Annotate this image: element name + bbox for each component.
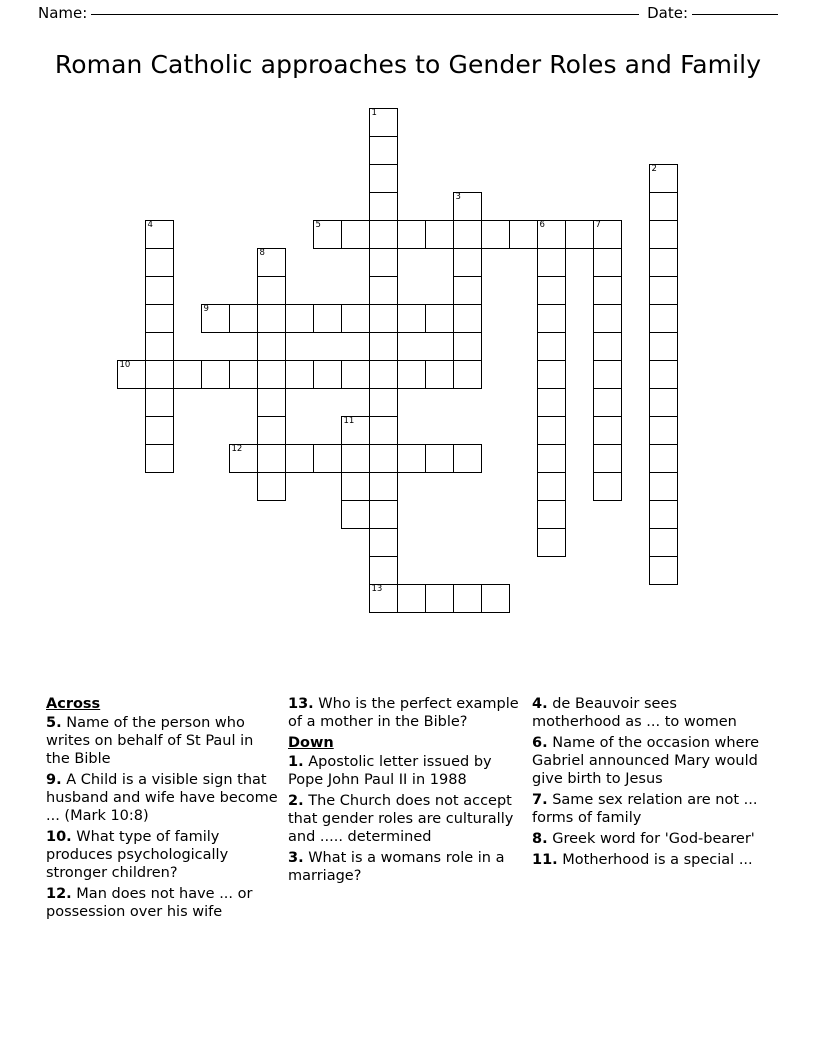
crossword-cell[interactable]: [341, 472, 370, 501]
clue-number: 4.: [532, 696, 548, 712]
crossword-cell[interactable]: [649, 192, 678, 221]
crossword-cell[interactable]: [369, 276, 398, 305]
crossword-cell[interactable]: [341, 360, 370, 389]
crossword-cell[interactable]: [397, 304, 426, 333]
clue-text: Apostolic letter issued by Pope John Paul II in 1988: [288, 754, 492, 788]
crossword-cell[interactable]: [649, 416, 678, 445]
crossword-cell[interactable]: [397, 360, 426, 389]
crossword-cell[interactable]: [565, 220, 594, 249]
clue-text: Greek word for 'God-bearer': [547, 831, 755, 847]
crossword-cell[interactable]: [425, 360, 454, 389]
crossword-cell[interactable]: [257, 276, 286, 305]
cell-number: 12: [231, 444, 243, 454]
crossword-cell[interactable]: [257, 472, 286, 501]
clue-text: What is a womans role in a marriage?: [288, 850, 505, 884]
crossword-cell[interactable]: [481, 220, 510, 249]
crossword-cell[interactable]: [425, 444, 454, 473]
crossword-grid-area: [0, 105, 816, 675]
crossword-cell[interactable]: [649, 500, 678, 529]
page-title: Roman Catholic approaches to Gender Roles and Family: [54, 50, 762, 79]
cell-number: 8: [259, 248, 265, 258]
crossword-cell[interactable]: [369, 472, 398, 501]
clue-text: A Child is a visible sign that husband and wife have become ... (Mark 10:8): [46, 772, 278, 824]
crossword-cell[interactable]: [649, 556, 678, 585]
crossword-cell[interactable]: [593, 444, 622, 473]
clue-number: 7.: [532, 792, 548, 808]
crossword-cell[interactable]: [453, 360, 482, 389]
name-field[interactable]: [38, 4, 639, 22]
crossword-cell[interactable]: [369, 528, 398, 557]
crossword-cell[interactable]: [369, 192, 398, 221]
crossword-cell[interactable]: [257, 444, 286, 473]
clues-area: [46, 695, 772, 924]
crossword-cell[interactable]: [425, 584, 454, 613]
crossword-cell[interactable]: [453, 332, 482, 361]
down-heading: Down: [288, 735, 334, 751]
cell-number: 3: [455, 192, 461, 202]
clue-column-1: [46, 695, 288, 924]
crossword-cell[interactable]: [649, 444, 678, 473]
crossword-cell[interactable]: [341, 444, 370, 473]
clue-item: [288, 695, 522, 731]
crossword-cell[interactable]: [537, 332, 566, 361]
clue-item: [288, 753, 522, 789]
crossword-cell[interactable]: [257, 416, 286, 445]
crossword-cell[interactable]: [369, 388, 398, 417]
crossword-cell[interactable]: [145, 248, 174, 277]
crossword-cell[interactable]: [453, 192, 482, 221]
crossword-cell[interactable]: [593, 220, 622, 249]
crossword-cell[interactable]: [593, 360, 622, 389]
crossword-cell[interactable]: [649, 472, 678, 501]
crossword-cell[interactable]: [649, 164, 678, 193]
crossword-cell[interactable]: [257, 304, 286, 333]
crossword-cell[interactable]: [481, 584, 510, 613]
date-field[interactable]: [647, 4, 778, 22]
crossword-cell[interactable]: [593, 304, 622, 333]
crossword-cell[interactable]: [369, 444, 398, 473]
crossword-cell[interactable]: [593, 248, 622, 277]
crossword-cell[interactable]: [369, 360, 398, 389]
clue-item: [532, 791, 762, 827]
header-fields: [38, 4, 778, 22]
crossword-cell[interactable]: [397, 220, 426, 249]
crossword-cell[interactable]: [453, 220, 482, 249]
crossword-cell[interactable]: [593, 332, 622, 361]
date-label: Date:: [647, 4, 688, 22]
crossword-cell[interactable]: [369, 304, 398, 333]
clue-text: The Church does not accept that gender roles are culturally and ..... determined: [288, 793, 514, 845]
clue-number: 1.: [288, 754, 304, 770]
crossword-cell[interactable]: [313, 304, 342, 333]
crossword-cell[interactable]: [285, 304, 314, 333]
crossword-cell[interactable]: [593, 276, 622, 305]
clue-item: [532, 695, 762, 731]
cell-number: 1: [371, 108, 377, 118]
crossword-cell[interactable]: [145, 220, 174, 249]
crossword-cell[interactable]: [229, 304, 258, 333]
clue-number: 11.: [532, 852, 558, 868]
crossword-cell[interactable]: [145, 276, 174, 305]
clue-number: 12.: [46, 886, 72, 902]
crossword-cell[interactable]: [537, 528, 566, 557]
crossword-cell[interactable]: [201, 304, 230, 333]
crossword-cell[interactable]: [453, 276, 482, 305]
clue-text: Name of the person who writes on behalf of St Paul in the Bible: [46, 715, 254, 767]
clue-number: 10.: [46, 829, 72, 845]
cell-number: 9: [203, 304, 209, 314]
crossword-cell[interactable]: [537, 444, 566, 473]
clue-text: Same sex relation are not ... forms of family: [532, 792, 758, 826]
cell-number: 13: [371, 584, 383, 594]
crossword-cell[interactable]: [341, 500, 370, 529]
cell-number: 2: [651, 164, 657, 174]
crossword-cell[interactable]: [537, 276, 566, 305]
across-clues-part1: [46, 714, 278, 921]
crossword-cell[interactable]: [425, 304, 454, 333]
crossword-cell[interactable]: [425, 220, 454, 249]
crossword-cell[interactable]: [369, 164, 398, 193]
crossword-cell[interactable]: [649, 276, 678, 305]
crossword-cell[interactable]: [649, 388, 678, 417]
cell-number: 11: [343, 416, 355, 426]
clue-item: [46, 885, 278, 921]
clue-number: 9.: [46, 772, 62, 788]
crossword-cell[interactable]: [537, 472, 566, 501]
clue-number: 8.: [532, 831, 548, 847]
cell-number: 6: [539, 220, 545, 230]
crossword-cell[interactable]: [173, 360, 202, 389]
clue-item: [288, 849, 522, 885]
crossword-cell[interactable]: [453, 304, 482, 333]
crossword-cell[interactable]: [369, 136, 398, 165]
crossword-cell[interactable]: [649, 248, 678, 277]
clue-column-2: [288, 695, 532, 924]
crossword-cell[interactable]: [369, 248, 398, 277]
clue-text: Name of the occasion where Gabriel announced Mary would give birth to Jesus: [532, 735, 760, 787]
clue-number: 5.: [46, 715, 62, 731]
clue-item: [532, 830, 762, 848]
clue-item: [46, 714, 278, 768]
crossword-cell[interactable]: [285, 360, 314, 389]
crossword-cell[interactable]: [145, 416, 174, 445]
clue-item: [288, 792, 522, 846]
crossword-cell[interactable]: [453, 444, 482, 473]
clue-text: Man does not have ... or possession over his wife: [46, 886, 253, 920]
clue-item: [46, 771, 278, 825]
crossword-cell[interactable]: [453, 248, 482, 277]
crossword-cell[interactable]: [537, 360, 566, 389]
crossword-cell[interactable]: [229, 360, 258, 389]
crossword-cell[interactable]: [369, 500, 398, 529]
crossword-cell[interactable]: [649, 332, 678, 361]
name-label: Name:: [38, 4, 88, 22]
crossword-cell[interactable]: [537, 500, 566, 529]
cell-number: 5: [315, 220, 321, 230]
across-heading: Across: [46, 696, 101, 712]
down-clues-part1: [288, 753, 522, 885]
clue-text: What type of family produces psychologically stronger children?: [46, 829, 229, 881]
crossword-cell[interactable]: [341, 220, 370, 249]
date-blank-line[interactable]: [692, 14, 778, 15]
crossword-cell[interactable]: [369, 416, 398, 445]
clue-item: [532, 851, 762, 869]
clue-number: 13.: [288, 696, 314, 712]
crossword-cell[interactable]: [369, 584, 398, 613]
crossword-cell[interactable]: [537, 220, 566, 249]
crossword-cell[interactable]: [285, 444, 314, 473]
crossword-cell[interactable]: [313, 220, 342, 249]
clue-number: 6.: [532, 735, 548, 751]
clue-number: 3.: [288, 850, 304, 866]
crossword-cell[interactable]: [201, 360, 230, 389]
crossword-cell[interactable]: [369, 220, 398, 249]
crossword-cell[interactable]: [257, 332, 286, 361]
crossword-cell[interactable]: [229, 444, 258, 473]
crossword-cell[interactable]: [509, 220, 538, 249]
crossword-cell[interactable]: [649, 304, 678, 333]
clue-text: de Beauvoir sees motherhood as ... to women: [532, 696, 737, 730]
crossword-cell[interactable]: [537, 388, 566, 417]
crossword-cell[interactable]: [397, 444, 426, 473]
crossword-cell[interactable]: [257, 360, 286, 389]
crossword-cell[interactable]: [537, 304, 566, 333]
crossword-cell[interactable]: [649, 360, 678, 389]
crossword-cell[interactable]: [593, 472, 622, 501]
crossword-cell[interactable]: [145, 444, 174, 473]
crossword-cell[interactable]: [537, 248, 566, 277]
crossword-cell[interactable]: [313, 360, 342, 389]
crossword-cell[interactable]: [649, 528, 678, 557]
crossword-cell[interactable]: [313, 444, 342, 473]
crossword-cell[interactable]: [145, 360, 174, 389]
clue-item: [46, 828, 278, 882]
name-blank-line[interactable]: [91, 14, 639, 15]
crossword-cell[interactable]: [341, 416, 370, 445]
cell-number: 7: [595, 220, 601, 230]
clue-item: [532, 734, 762, 788]
crossword-cell[interactable]: [369, 108, 398, 137]
down-clues-part2: [532, 695, 762, 869]
clue-text: Who is the perfect example of a mother in the Bible?: [288, 696, 519, 730]
crossword-cell[interactable]: [649, 220, 678, 249]
clue-text: Motherhood is a special ...: [557, 852, 753, 868]
crossword-cell[interactable]: [117, 360, 146, 389]
cell-number: 4: [147, 220, 153, 230]
clue-number: 2.: [288, 793, 304, 809]
cell-number: 10: [119, 360, 131, 370]
crossword-cell[interactable]: [537, 416, 566, 445]
crossword-cell[interactable]: [593, 388, 622, 417]
crossword-cell[interactable]: [369, 332, 398, 361]
crossword-cell[interactable]: [145, 332, 174, 361]
crossword-cell[interactable]: [341, 304, 370, 333]
crossword-cell[interactable]: [257, 248, 286, 277]
crossword-cell[interactable]: [145, 304, 174, 333]
crossword-cell[interactable]: [257, 388, 286, 417]
across-clues-part2: [288, 695, 522, 731]
crossword-cell[interactable]: [369, 556, 398, 585]
crossword-cell[interactable]: [397, 584, 426, 613]
clue-column-3: [532, 695, 772, 924]
crossword-cell[interactable]: [453, 584, 482, 613]
crossword-cell[interactable]: [593, 416, 622, 445]
crossword-cell[interactable]: [145, 388, 174, 417]
